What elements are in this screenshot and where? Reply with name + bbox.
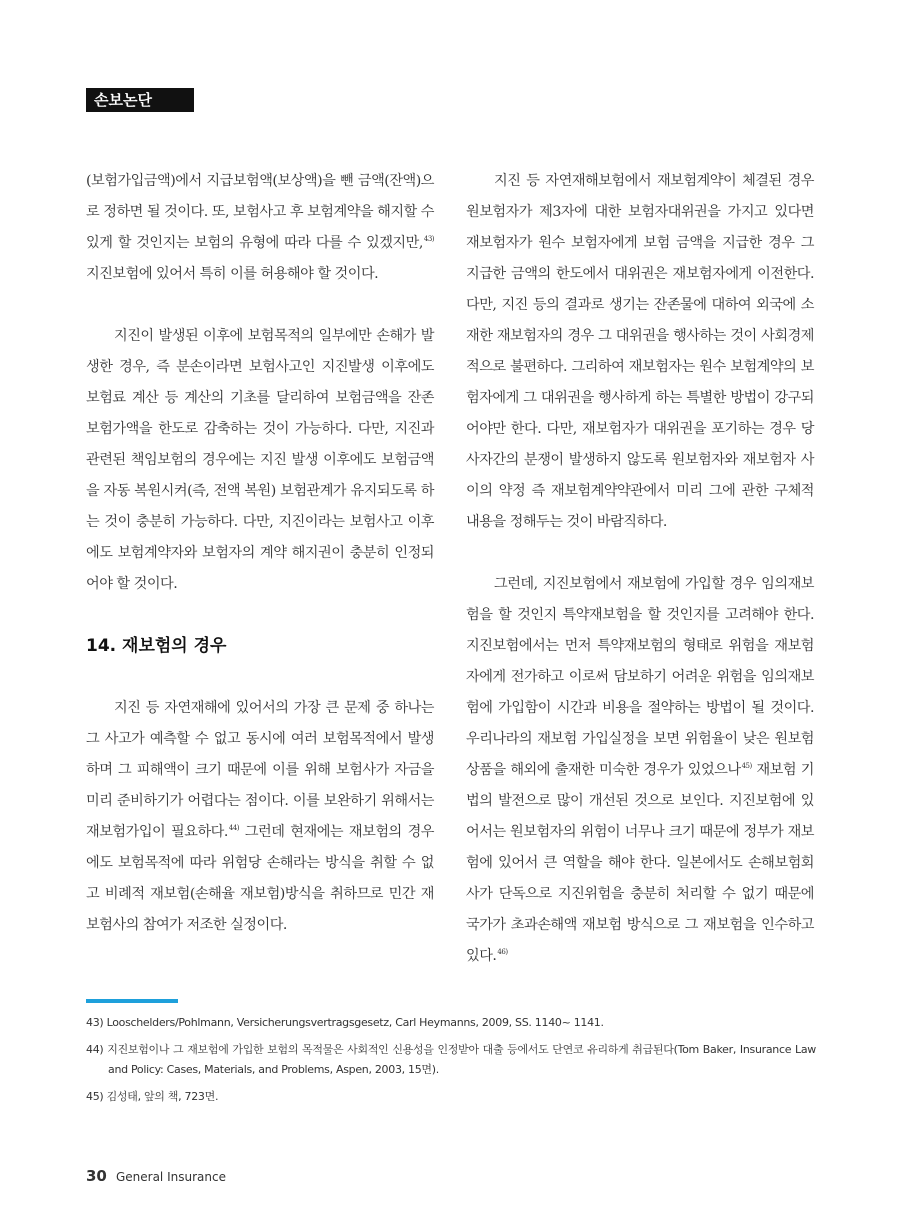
right-paragraph-2-text: 그런데, 지진보험에서 재보험에 가입할 경우 임의재보험을 할 것인지 특약재보험을 할 것인지를 고려해야 한다. 지진보험에서는 먼저 특약재보험의 형태로 위험을 재보험자에게 전가하고 이로써 담보하기 어려운 위험을 임의재보험에 가입함이 시간과 비용을 절약하는 방법이 될 것이다. 우리나라의 재보험 가입실정을 보면 위험율이 낮은 원보험상품을 해외에 출재한 미숙한 경우가 있었으나	[466, 576, 814, 778]
left-paragraph-1-text: (보험가입금액)에서 지급보험액(보상액)을 뺀 금액(잔액)으로 정하면 될 것이다. 또, 보험사고 후 보험계약을 해지할 수 있게 할 것인지는 보험의 유형에 따라 다를 수 있겠지만,	[86, 173, 434, 251]
left-paragraph-3-end: 그런데 현재에는 재보험의 경우에도 보험목적에 따라 위험당 손해라는 방식을 취할 수 없고 비례적 재보험(손해율 재보험)방식을 취하므로 민간 재보험사의 참여가 저조한 실정이다.	[86, 824, 434, 933]
right-paragraph-2	[466, 569, 814, 972]
left-paragraph-2: 지진이 발생된 이후에 보험목적의 일부에만 손해가 발생한 경우, 즉 분손이라면 보험사고인 지진발생 이후에도 보험료 계산 등 계산의 기초를 달리하여 보험금액을 잔존 보험가액을 한도로 감축하는 것이 가능하다. 다만, 지진과 관련된 책임보험의 경우에는 지진 발생 이후에도 보험금액을 자동 복원시켜(즉, 전액 복원) 보험관계가 유지되도록 하는 것이 충분히 가능하다. 다만, 지진이라는 보험사고 이후에도 보험계약자와 보험자의 계약 해지권이 충분히 인정되어야 할 것이다.	[86, 328, 434, 592]
footnote-44: 44) 지진보험이나 그 재보험에 가입한 보험의 목적물은 사회적인 신용성을 인정받아 대출 등에서도 단연코 유리하게 취급된다(Tom Baker, Insurance Law and Policy: Cases, Materials, and Problems, Aspen, 2003, 15면).	[86, 1043, 816, 1076]
left-column	[86, 166, 434, 941]
footnote-45: 45) 김성태, 앞의 책, 723면.	[86, 1090, 219, 1103]
right-paragraph-2-end: 재보험 기법의 발전으로 많이 개선된 것으로 보인다. 지진보험에 있어서는 원보험자의 위험이 너무나 크기 때문에 정부가 재보험에 있어서 큰 역할을 해야 한다. 일본에서도 손해보험회사가 단독으로 지진위험을 충분히 처리할 수 없기 때문에 국가가 초과손해액 재보험 방식으로 그 재보험을 인수하고 있다.	[466, 762, 815, 964]
section-tag: 손보논단	[86, 88, 194, 112]
section-heading: 14. 재보험의 경우	[86, 636, 227, 656]
page-footer	[86, 1166, 226, 1185]
page-number: 30	[86, 1167, 107, 1185]
left-paragraph-1-end: 지진보험에 있어서 특히 이를 허용해야 할 것이다.	[86, 266, 379, 282]
right-paragraph-1: 지진 등 자연재해보험에서 재보험계약이 체결된 경우 원보험자가 제3자에 대한 보험자대위권을 가지고 있다면 재보험자가 원수 보험자에게 보험 금액을 지급한 경우 그 지급한 금액의 한도에서 대위권은 재보험자에게 이전한다. 다만, 지진 등의 결과로 생기는 잔존물에 대하여 외국에 소재한 재보험자의 경우 그 대위권을 행사하는 것이 사회경제적으로 불편하다. 그리하여 재보험자는 원수 보험계약의 보험자에게 그 대위권을 행사하게 하는 특별한 방법이 강구되어야만 한다. 다만, 재보험자가 대위권을 포기하는 경우 당사자간의 분쟁이 발생하지 않도록 원보험자와 재보험자 사이의 약정 즉 재보험계약약관에서 미리 그에 관한 구체적 내용을 정해두는 것이 바람직하다.	[466, 173, 814, 530]
right-column	[466, 166, 814, 972]
footnote-43: 43) Looschelders/Pohlmann, Versicherungsvertragsgesetz, Carl Heymanns, 2009, SS. 1140~ 1141.	[86, 1016, 604, 1029]
left-paragraph-3-text: 지진 등 자연재해에 있어서의 가장 큰 문제 중 하나는 그 사고가 예측할 수 없고 동시에 여러 보험목적에서 발생하며 그 피해액이 크기 때문에 이를 위해 보험사가 자금을 미리 준비하기가 어렵다는 점이다. 이를 보완하기 위해서는 재보험가입이 필요하다.	[86, 700, 434, 840]
footnote-ref-44[interactable]: 44)	[228, 824, 240, 832]
left-paragraph-1	[86, 166, 434, 290]
left-paragraph-3	[86, 693, 434, 941]
publication-name: General Insurance	[115, 1170, 226, 1184]
footnote-ref-45[interactable]: 45)	[741, 762, 752, 770]
footnote-ref-46[interactable]: 46)	[497, 948, 508, 956]
footnote-divider	[86, 999, 178, 1003]
footnotes	[86, 1013, 816, 1114]
footnote-ref-43[interactable]: 43)	[423, 235, 434, 243]
